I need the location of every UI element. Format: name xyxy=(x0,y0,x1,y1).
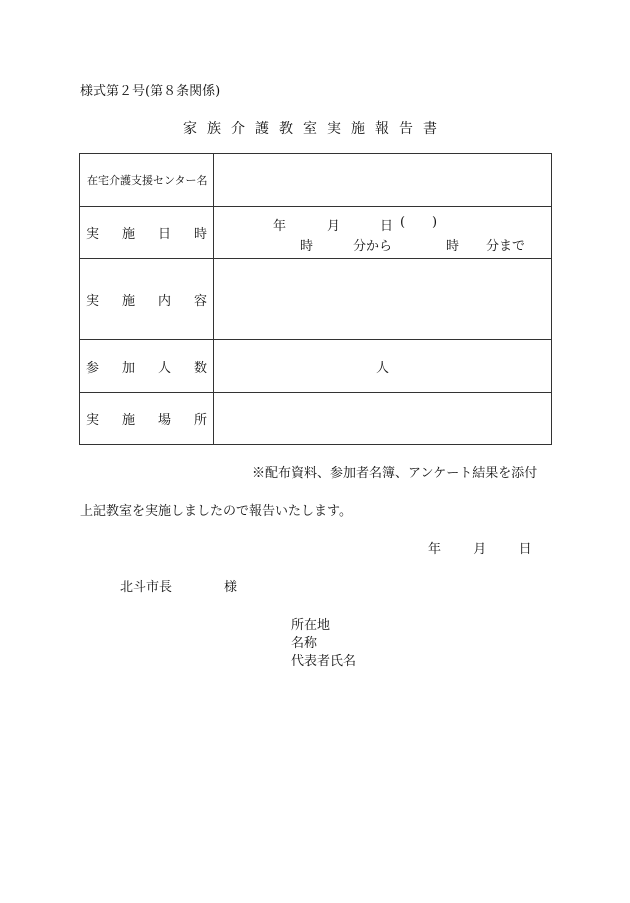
attachment-note: ※配布資料、参加者名簿、アンケート結果を添付 xyxy=(252,466,538,481)
label-char: 内 xyxy=(157,293,171,309)
label-char: 数 xyxy=(193,360,207,376)
date-month: 月 xyxy=(473,542,487,557)
dt-paren-open: ( xyxy=(400,215,406,230)
label-char: 人 xyxy=(157,360,171,376)
form-number: 様式第２号(第８条関係) xyxy=(80,84,221,99)
participants-unit: 人 xyxy=(375,360,389,376)
label-char: 所 xyxy=(193,413,207,428)
table-row-venue xyxy=(80,393,552,445)
addressee-honorific: 様 xyxy=(224,580,238,595)
sender-name-label: 名称 xyxy=(291,636,318,651)
label-content xyxy=(80,290,213,309)
dt-day: 日 xyxy=(380,219,394,234)
value-participants[interactable] xyxy=(214,340,552,393)
label-center-name: 在宅介護支援センター名 xyxy=(87,174,208,187)
label-participants xyxy=(80,357,213,376)
label-char: 場 xyxy=(157,413,171,428)
dt-hour-to: 時 xyxy=(446,239,460,254)
addressee-name: 北斗市長 xyxy=(120,580,173,595)
dt-hour-from: 時 xyxy=(300,239,314,254)
label-char: 時 xyxy=(193,227,207,242)
label-char: 施 xyxy=(121,413,135,428)
value-content[interactable] xyxy=(214,259,552,340)
label-char: 実 xyxy=(86,293,100,309)
label-char: 日 xyxy=(157,227,171,242)
table-row-center-name xyxy=(80,154,552,207)
report-date xyxy=(428,538,532,557)
label-char: 加 xyxy=(121,360,135,376)
sender-address-label: 所在地 xyxy=(291,618,331,633)
label-venue xyxy=(80,409,213,428)
label-datetime xyxy=(80,223,213,242)
value-datetime[interactable] xyxy=(214,207,552,259)
label-char: 施 xyxy=(121,293,135,309)
report-statement: 上記教室を実施しましたので報告いたします。 xyxy=(80,504,352,519)
table-row-content xyxy=(80,259,552,340)
label-char: 施 xyxy=(121,227,135,242)
label-char: 参 xyxy=(86,360,100,376)
value-venue[interactable] xyxy=(214,393,552,445)
dt-year: 年 xyxy=(273,219,287,234)
label-char: 実 xyxy=(86,413,100,428)
report-table xyxy=(79,153,552,445)
table-row-participants xyxy=(80,340,552,393)
date-day: 日 xyxy=(518,542,532,557)
dt-minute-from: 分から xyxy=(353,239,393,254)
dt-paren-close: ) xyxy=(432,215,438,230)
label-char: 容 xyxy=(193,293,207,309)
table-row-datetime xyxy=(80,207,552,259)
sender-representative-label: 代表者氏名 xyxy=(291,654,357,669)
value-center-name[interactable] xyxy=(214,154,552,207)
dt-minute-to: 分まで xyxy=(486,239,526,254)
dt-month: 月 xyxy=(327,219,341,234)
document-title: 家族介護教室実施報告書 xyxy=(183,121,447,137)
date-year: 年 xyxy=(428,542,442,557)
label-char: 実 xyxy=(86,227,100,242)
